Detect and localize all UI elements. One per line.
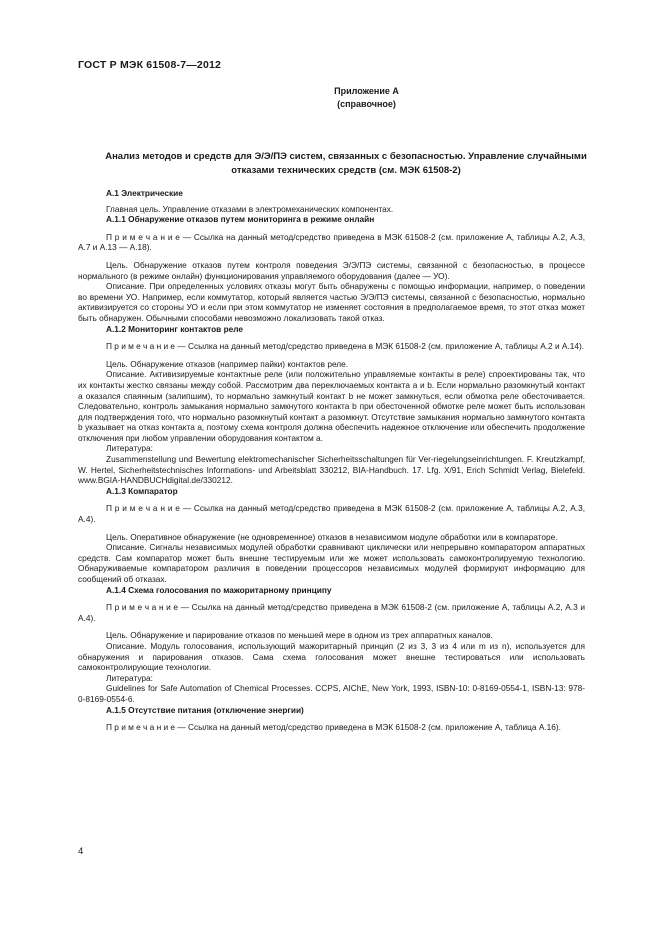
paragraph-a11-goal: Цель. Обнаружение отказов путем контроля поведения Э/Э/ПЭ системы, связанной с безопасностью, в процессе нормального (в режиме онлайн) функционирования управляемого оборудования (далее — УО).: [78, 259, 585, 281]
note-a11: [78, 232, 585, 253]
note-text: — Ссылка на данный метод/средство приведена в МЭК 61508-2 (см. приложение А, таблица А.16).: [175, 722, 561, 733]
paragraph-a14-goal: Цель. Обнаружение и парирование отказов по меньшей мере в одном из трех аппаратных каналов.: [106, 630, 493, 641]
paragraph-a11-desc: Описание. При определенных условиях отказы могут быть обнаружены с помощью информации, например, о поведении во времени УО. Например, если коммутатор, который является частью Э/Э/ПЭ системы, связанной с безопасностью, нормально активизируется со стороны УО и если при этом коммутатор не изменяет состояния в предполагаемое время, то этот отказ может быть обнаружен. Обычными способами невозможно локализовать такой отказ.: [78, 281, 585, 323]
paragraph-a14-desc: Описание. Модуль голосования, использующий мажоритарный принцип (2 из 3, 3 из 4 или m из n), используется для обнаружения и парирования отказов. Сама схема голосования может внешне тестироваться или использовать самоконтролирующие технологии.: [78, 640, 585, 673]
note-text: — Ссылка на данный метод/средство приведена в МЭК 61508-2 (см. приложение А, таблицы А.2, А.3, А.4).: [78, 503, 586, 525]
standard-header: ГОСТ Р МЭК 61508-7—2012: [78, 59, 222, 71]
note-text: — Ссылка на данный метод/средство приведена в МЭК 61508-2 (см. приложение А, таблицы А.2, А.3 и А.4).: [78, 602, 586, 623]
paragraph-a12-desc: Описание. Активизируемые контактные реле (или положительно управляемые контакты в реле) спроектированы так, что их контакты жестко связаны между собой. Рассмотрим два переключаемых контакта a и b. Если нормально разомкнутый контакт a оказался спаянным (залипшим), то нормально замкнутый контакт b не может замкнуться, если обмотка реле обесточивается. Следовательно, контроль замыкания нормально замкнутого контакта b при обесточенной обмотке реле может быть использован для подтверждения того, что нормально разомкнутый контакт a разомкнут. Отсутствие замыкания нормально замкнутого контакта b указывает на отказ контакта a, поэтому схема контроля должна обеспечить надежное отключение или обеспечить продолжение отключения при любом управлении оборудования контактом a.: [78, 369, 585, 443]
document-body: [78, 188, 585, 733]
note-label: П р и м е ч а н и е: [106, 503, 180, 514]
document-title: Анализ методов и средств для Э/Э/ПЭ систем, связанных с безопасностью. Управление случайными отказами технических средств (см. МЭК 61508-2): [105, 151, 587, 176]
note-a14: [78, 602, 585, 623]
note-text: — Ссылка на данный метод/средство приведена в МЭК 61508-2 (см. приложение А, таблицы А.2 и А.14).: [175, 341, 585, 352]
note-a13: [78, 503, 585, 524]
literature-label-a14: Литература:: [106, 672, 153, 683]
paragraph-a13-desc: Описание. Сигналы независимых модулей обработки сравнивают циклически или непрерывно компаратором аппаратных средств. Сам компаратор может быть внешне тестируемым или же может использовать самоконтролируемую технологию. Обнаруживаемые компаратором различия в поведении процессоров независимых модулей формируют информацию для сообщений об отказах.: [78, 542, 585, 584]
section-heading-a1: А.1 Электрические: [106, 188, 183, 198]
note-a12: [78, 341, 585, 352]
note-label: П р и м е ч а н и е: [106, 722, 176, 733]
annex-title: Приложение А: [334, 86, 399, 96]
note-text: — Ссылка на данный метод/средство приведена в МЭК 61508-2 (см. приложение А, таблицы А.2, А.3, А.7 и А.13 — А.18).: [78, 231, 586, 253]
literature-a12: Zusammenstellung und Bewertung elektromechanischer Sicherheitsschaltungen für Ver-riegelungseinrichtungen. F. Kreutzkampf, W. Hertel, Sicherheitstechnisches Informations- und Arbeitsblatt 330212, BIA-Handbuch. 17. Lfg. X/91, Erich Schmidt Verlag, Bielefeld. www.BGIA-HANDBUCHdigital.de/330212.: [78, 454, 585, 486]
paragraph-a13-goal: Цель. Оперативное обнаружение (не одновременное) отказов в независимом модуле обработки или в компараторе.: [106, 531, 558, 542]
literature-a14: Guidelines for Safe Automation of Chemical Processes. CCPS, AIChE, New York, 1993, ISBN-10: 0-8169-0554-1, ISBN-13: 978-0-8169-0554-6.: [78, 683, 585, 704]
note-label: П р и м е ч а н и е: [106, 341, 176, 352]
note-a15: [78, 722, 585, 733]
annex-subtitle: (справочное): [337, 99, 396, 109]
section-heading-a13: А.1.3 Компаратор: [106, 485, 178, 496]
section-heading-a12: А.1.2 Мониторинг контактов реле: [106, 323, 244, 334]
literature-label-a12: Литература:: [106, 443, 153, 454]
note-label: П р и м е ч а н и е: [106, 231, 180, 242]
paragraph-a1-goal: Главная цель. Управление отказами в электромеханических компонентах.: [106, 203, 394, 214]
section-heading-a15: А.1.5 Отсутствие питания (отключение энергии): [106, 704, 304, 715]
note-label: П р и м е ч а н и е: [106, 602, 179, 613]
page-number: 4: [78, 846, 84, 857]
section-heading-a11: А.1.1 Обнаружение отказов путем мониторинга в режиме онлайн: [106, 214, 375, 225]
paragraph-a12-goal: Цель. Обнаружение отказов (например пайки) контактов реле.: [106, 358, 349, 369]
section-heading-a14: А.1.4 Схема голосования по мажоритарному принципу: [106, 584, 332, 595]
